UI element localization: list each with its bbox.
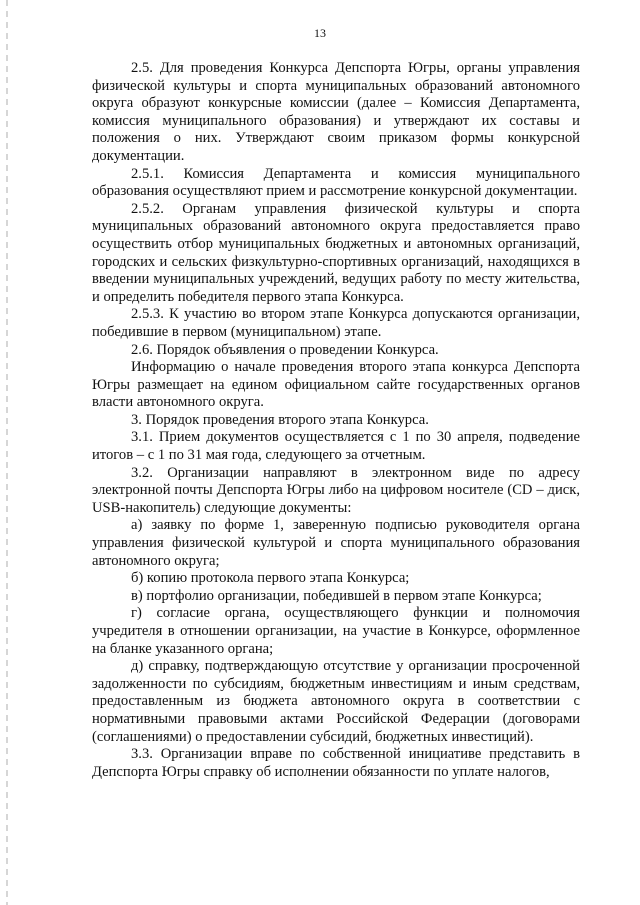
section-3-heading: 3. Порядок проведения второго этапа Конкурса. [131,411,429,428]
page-number: 13 [314,26,326,40]
document-body [92,60,580,781]
paragraph-3-3: 3.3. Организации вправе по собственной инициативе представить в Депспорта Югры справку об исполнении обязанности по уплате налогов, [92,746,580,780]
list-item-a: а) заявку по форме 1, заверенную подписью руководителя органа управления физической культурой и спорта муниципального образования автономного округа; [92,517,580,569]
paragraph-2-5-3: 2.5.3. К участию во втором этапе Конкурса допускаются организации, победившие в первом (муниципальном) этапе. [92,306,580,340]
paragraph-info: Информацию о начале проведения второго этапа конкурса Депспорта Югры размещает на едином официальном сайте государственных органов власти автономного округа. [92,359,580,411]
paragraph-2-5-2: 2.5.2. Органам управления физической культуры и спорта муниципальных образований автономного округа предоставляется право осуществить отбор муниципальных бюджетных и автономных организаций, городских и сельских физкультурно-спортивных организаций, находящихся в введении муниципальных учреждений, ведущих работу по месту жительства, и определить победителя первого этапа Конкурса. [92,200,580,305]
paragraph-3-2: 3.2. Организации направляют в электронном виде по адресу электронной почты Депспорта Югры либо на цифровом носителе (CD – диск, USB-накопитель) следующие документы: [92,464,580,516]
list-item-d: д) справку, подтверждающую отсутствие у организации просроченной задолженности по субсидиям, бюджетным инвестициям и иным средствам, предоставленным из бюджета автономного округа в соответствии с нормативными правовыми актами Российской Федерации (договорами (соглашениями) о предоставлении субсидий, бюджетных инвестиций). [92,658,580,745]
paragraph-2-6: 2.6. Порядок объявления о проведении Конкурса. [131,341,439,358]
paragraph-2-5-1: 2.5.1. Комиссия Департамента и комиссия муниципального образования осуществляют прием и рассмотрение конкурсной документации. [92,165,580,200]
list-item-g: г) согласие органа, осуществляющего функции и полномочия учредителя в отношении организации, на участие в Конкурсе, оформленное на бланке указанного органа; [92,605,580,657]
list-item-b: б) копию протокола первого этапа Конкурса; [131,570,410,587]
paragraph-3-1: 3.1. Прием документов осуществляется с 1 по 30 апреля, подведение итогов – с 1 по 31 мая года, следующего за отчетным. [92,429,580,464]
scan-edge [6,0,8,905]
list-item-v: в) портфолио организации, победившей в первом этапе Конкурса; [131,587,542,604]
paragraph-2-5: 2.5. Для проведения Конкурса Депспорта Югры, органы управления физической культуры и спорта муниципальных образований автономного округа образуют конкурсные комиссии (далее – Комиссия Департамента, комиссия муниципального образования) и утверждают их составы и положения о них. Утверждают своим приказом формы конкурсной документации. [92,60,580,164]
